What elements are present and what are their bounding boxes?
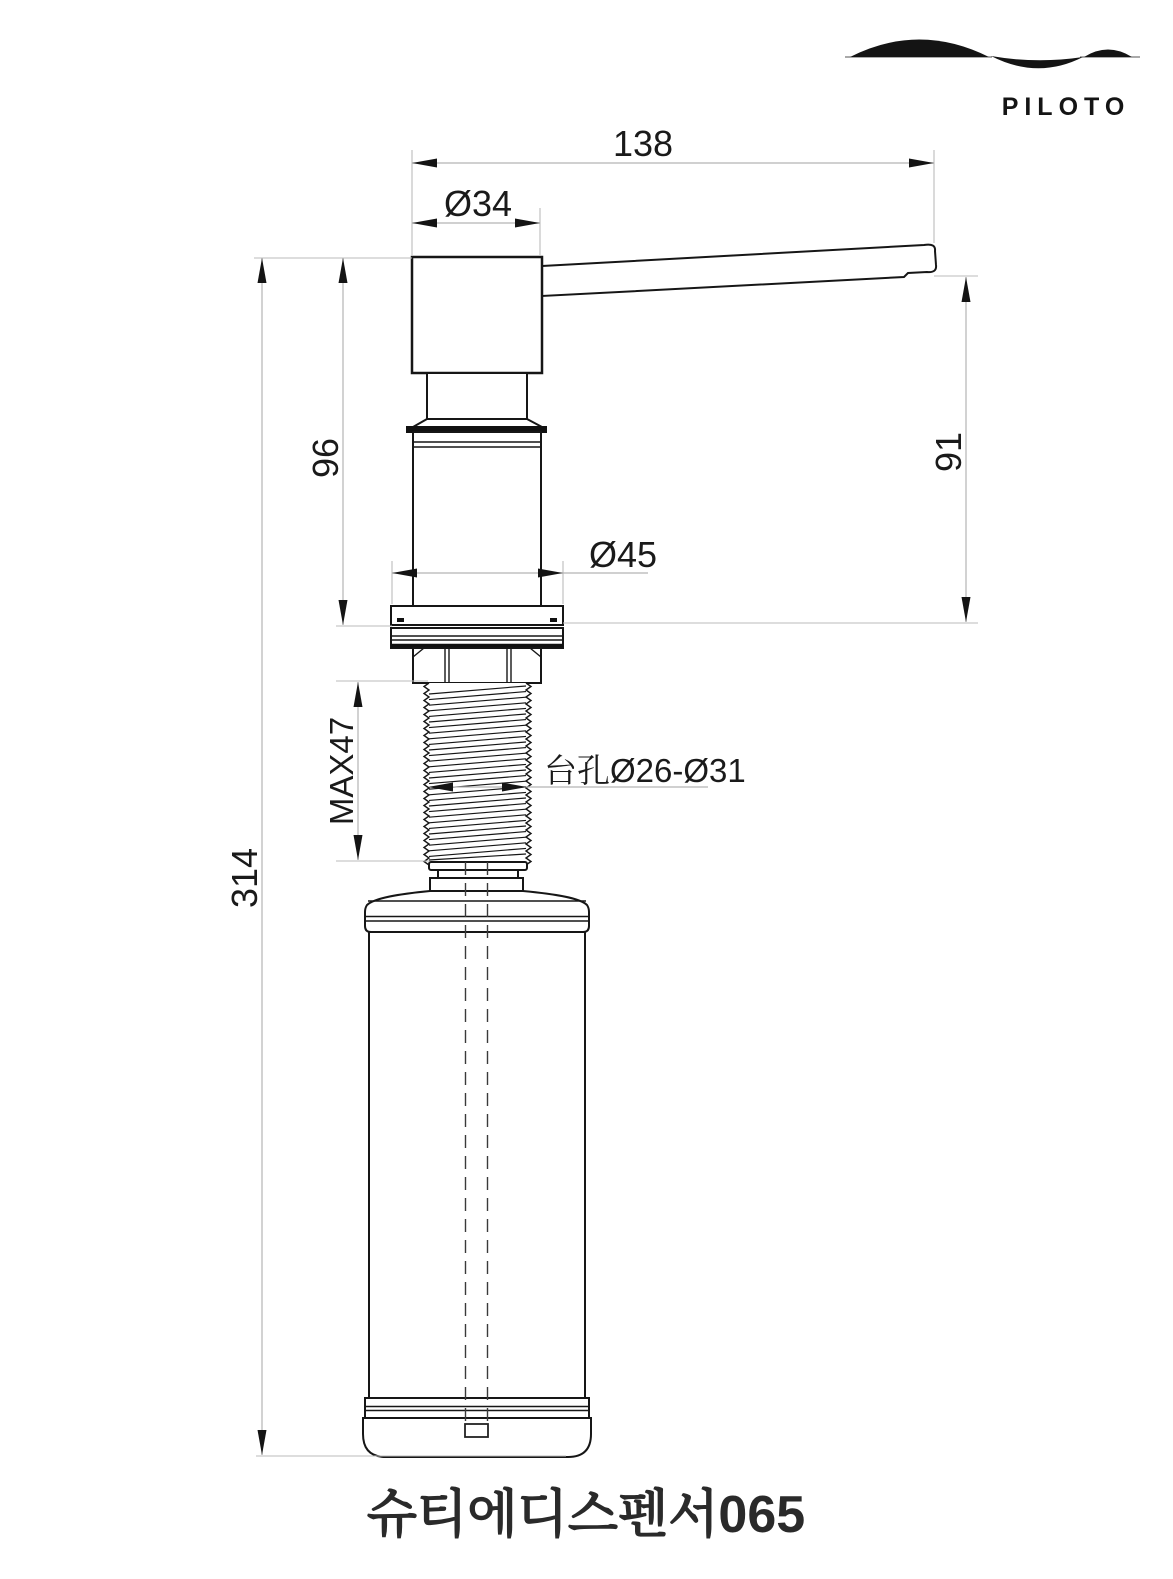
dim-head-diameter-label: Ø34 bbox=[443, 183, 513, 224]
piloto-logo bbox=[845, 40, 1140, 122]
logo-wave-crest-large-icon bbox=[850, 40, 989, 58]
arrow-down-icon bbox=[354, 835, 363, 860]
dim-thread-length bbox=[323, 681, 429, 861]
arrow-left-icon bbox=[412, 159, 437, 168]
arrow-right-icon bbox=[909, 159, 934, 168]
dim-spout-height-label: 91 bbox=[928, 431, 969, 473]
dim-pump-height bbox=[254, 258, 412, 626]
dispenser-drawing bbox=[363, 245, 936, 1457]
logo-wave-crest-small-icon bbox=[1084, 50, 1132, 58]
pump-head-outline bbox=[412, 257, 542, 373]
brand-name: PILOTO bbox=[1001, 93, 1131, 121]
neck-step-outline bbox=[430, 878, 523, 891]
dim-total-height-label: 314 bbox=[224, 847, 265, 909]
dim-pump-height-label: 96 bbox=[305, 437, 346, 479]
arrow-up-icon bbox=[339, 258, 348, 283]
arrow-down-icon bbox=[258, 1430, 267, 1455]
spout-outline bbox=[542, 245, 936, 296]
bottle-shoulder-outline bbox=[365, 891, 589, 932]
dimension-annotations bbox=[224, 123, 978, 1456]
bottle-body-outline bbox=[369, 932, 585, 1398]
dim-mount-hole-label: 台孔Ø26-Ø31 bbox=[544, 752, 746, 789]
flange-outline bbox=[391, 606, 563, 625]
arrow-up-icon bbox=[354, 682, 363, 707]
arrow-up-icon bbox=[258, 258, 267, 283]
arrow-right-icon bbox=[515, 219, 540, 228]
arrow-left-icon bbox=[412, 219, 437, 228]
flange-tick bbox=[397, 618, 404, 622]
dim-flange-diameter-label: Ø45 bbox=[588, 534, 658, 575]
dim-thread-length-label: MAX47 bbox=[323, 716, 360, 826]
arrow-right-icon bbox=[538, 569, 563, 578]
bottle-neck-outline bbox=[438, 870, 518, 878]
arrow-down-icon bbox=[339, 600, 348, 625]
dim-head-diameter bbox=[412, 183, 540, 255]
dip-tube-end-outline bbox=[465, 1424, 488, 1437]
neck-flare-outline bbox=[413, 419, 542, 427]
bottom-ring-outline bbox=[365, 1398, 589, 1418]
flange-tick bbox=[550, 618, 557, 622]
arrow-down-icon bbox=[962, 597, 971, 622]
arrow-left-icon bbox=[392, 569, 417, 578]
arrow-up-icon bbox=[962, 277, 971, 302]
mounting-nut-outline bbox=[413, 648, 541, 683]
logo-wave-trough-icon bbox=[991, 56, 1083, 68]
collar-ring-outline bbox=[429, 862, 527, 870]
pump-neck-outline bbox=[427, 373, 527, 419]
dim-overall-length-label: 138 bbox=[612, 123, 674, 164]
upper-body-outline bbox=[413, 432, 541, 606]
product-title: 슈티에디스펜서065 bbox=[366, 1486, 806, 1544]
